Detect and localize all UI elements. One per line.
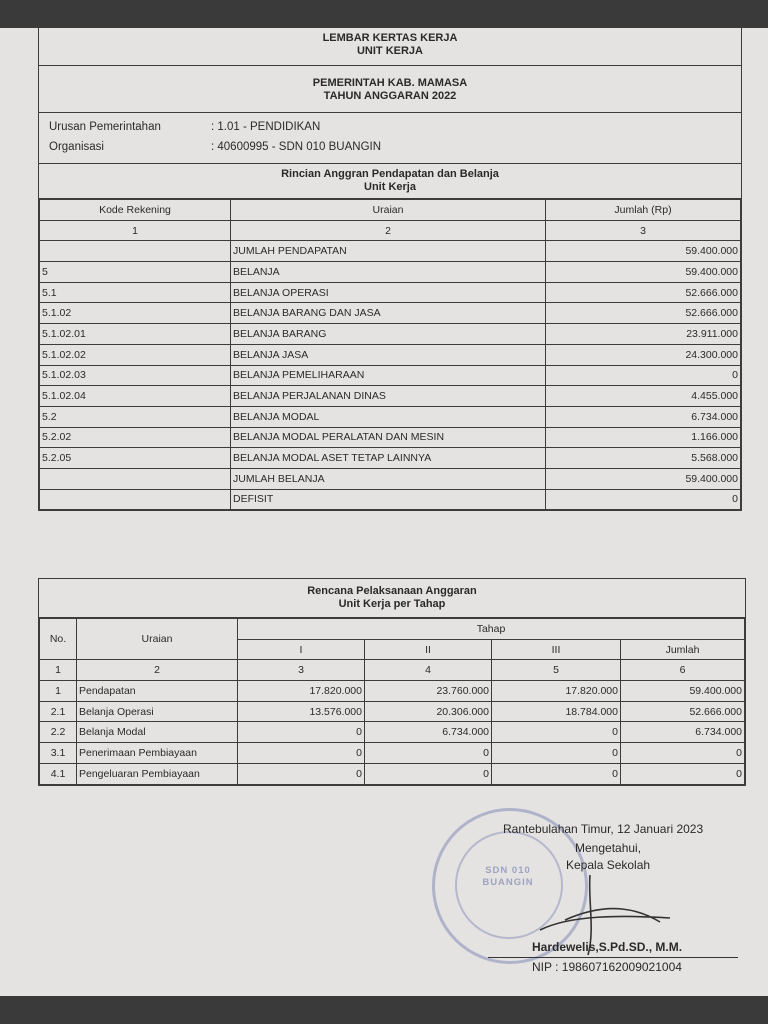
kode-cell: [40, 468, 231, 489]
jumlah-cell: 1.166.000: [546, 427, 741, 448]
tahap-col: Jumlah: [621, 639, 745, 660]
kode-cell: 5.1.02.01: [40, 324, 231, 345]
table-row: [40, 344, 741, 365]
column-number: 5: [492, 660, 621, 681]
sheet-title: LEMBAR KERTAS KERJA: [322, 32, 458, 44]
column-number-row: [40, 220, 741, 241]
uraian-cell: BELANJA PERJALANAN DINAS: [231, 386, 546, 407]
uraian-cell: BELANJA MODAL PERALATAN DAN MESIN: [231, 427, 546, 448]
column-header: Jumlah (Rp): [546, 200, 741, 221]
uraian-cell: JUMLAH PENDAPATAN: [231, 241, 546, 262]
tahap2-cell: 0: [365, 763, 492, 784]
organisasi-row: [39, 137, 741, 157]
jumlah-cell: 23.911.000: [546, 324, 741, 345]
kode-cell: 5.1.02: [40, 303, 231, 324]
uraian-cell: JUMLAH BELANJA: [231, 468, 546, 489]
jumlah-cell: 5.568.000: [546, 448, 741, 469]
column-number: 6: [621, 660, 745, 681]
kode-cell: 5.2.02: [40, 427, 231, 448]
signer-name: Hardewelis,S.Pd.SD., M.M.: [532, 940, 683, 954]
rpa-table: [39, 618, 745, 785]
table-row: [40, 701, 745, 722]
jumlah-cell: 59.400.000: [546, 241, 741, 262]
jumlah-cell: 0: [546, 365, 741, 386]
organisasi-value: : 40600995 - SDN 010 BUANGIN: [211, 141, 382, 153]
column-header: Kode Rekening: [40, 200, 231, 221]
tahap3-cell: 17.820.000: [492, 681, 621, 702]
table-row: [40, 448, 741, 469]
column-number: 4: [365, 660, 492, 681]
table-row: [40, 241, 741, 262]
table-row: [40, 427, 741, 448]
sheet-subtitle: UNIT KERJA: [356, 45, 423, 57]
jumlah-cell: 4.455.000: [546, 386, 741, 407]
jumlah-cell: 0: [546, 489, 741, 510]
kode-cell: 5.2.05: [40, 448, 231, 469]
uraian-cell: BELANJA OPERASI: [231, 282, 546, 303]
uraian-cell: BELANJA BARANG: [231, 324, 546, 345]
tahap1-cell: 0: [238, 763, 365, 784]
column-number: 2: [77, 660, 238, 681]
kode-cell: 5.1: [40, 282, 231, 303]
uraian-cell: BELANJA PEMELIHARAAN: [231, 365, 546, 386]
table-row: [40, 743, 745, 764]
column-number: 3: [238, 660, 365, 681]
kode-cell: 5.1.02.03: [40, 365, 231, 386]
no-cell: 2.2: [40, 722, 77, 743]
tahap2-cell: 23.760.000: [365, 681, 492, 702]
rpa-title: Rencana Pelaksanaan Anggaran: [307, 585, 477, 597]
jumlah-cell: 59.400.000: [546, 262, 741, 283]
signer-role: Kepala Sekolah: [566, 858, 651, 872]
uraian-cell: Pengeluaran Pembiayaan: [77, 763, 238, 784]
tahap3-cell: 18.784.000: [492, 701, 621, 722]
rpa-title-block: [39, 579, 745, 618]
kode-cell: [40, 241, 231, 262]
column-number: 2: [231, 220, 546, 241]
tahap3-cell: 0: [492, 722, 621, 743]
tahap-header: Tahap: [238, 619, 745, 640]
jumlah-cell: 59.400.000: [546, 468, 741, 489]
rpa-subtitle: Unit Kerja per Tahap: [338, 598, 446, 610]
table-row: [40, 722, 745, 743]
table-row: [40, 468, 741, 489]
signature-line: [488, 957, 738, 958]
tahap3-cell: 0: [492, 763, 621, 784]
rincian-subtitle: Unit Kerja: [364, 181, 416, 193]
table-row: [40, 386, 741, 407]
tahap-col: II: [365, 639, 492, 660]
column-number: 3: [546, 220, 741, 241]
urusan-value: : 1.01 - PENDIDIKAN: [211, 121, 321, 133]
table-row: [40, 763, 745, 784]
no-header: No.: [40, 619, 77, 660]
tahap1-cell: 0: [238, 722, 365, 743]
tahap-col: III: [492, 639, 621, 660]
government-block: [39, 66, 741, 113]
no-cell: 3.1: [40, 743, 77, 764]
header-row: [40, 200, 741, 221]
government-name: PEMERINTAH KAB. MAMASA: [312, 77, 468, 89]
jumlah-cell: 24.300.000: [546, 344, 741, 365]
tahap2-cell: 20.306.000: [365, 701, 492, 722]
tahap1-cell: 17.820.000: [238, 681, 365, 702]
jumlah-cell: 52.666.000: [546, 282, 741, 303]
info-block: [39, 113, 741, 164]
jumlah-cell: 0: [621, 743, 745, 764]
no-cell: 4.1: [40, 763, 77, 784]
mengetahui: Mengetahui,: [575, 841, 642, 855]
table-row: [40, 303, 741, 324]
table-row: [40, 262, 741, 283]
uraian-header: Uraian: [77, 619, 238, 660]
column-header: Uraian: [231, 200, 546, 221]
urusan-label: Urusan Pemerintahan: [49, 121, 161, 133]
sheet-title-block: [39, 19, 741, 66]
table-row: [40, 282, 741, 303]
jumlah-cell: 6.734.000: [621, 722, 745, 743]
kode-cell: 5: [40, 262, 231, 283]
tahap-col: I: [238, 639, 365, 660]
uraian-cell: BELANJA MODAL: [231, 406, 546, 427]
kode-cell: 5.1.02.04: [40, 386, 231, 407]
kode-cell: [40, 489, 231, 510]
stamp-text: SDN 010 BUANGIN: [482, 865, 534, 888]
jumlah-cell: 6.734.000: [546, 406, 741, 427]
rincian-title-block: [39, 164, 741, 199]
fiscal-year: TAHUN ANGGARAN 2022: [323, 90, 457, 102]
rencana-pelaksanaan-anggaran: [38, 578, 746, 786]
uraian-cell: Penerimaan Pembiayaan: [77, 743, 238, 764]
uraian-cell: DEFISIT: [231, 489, 546, 510]
column-number: 1: [40, 220, 231, 241]
no-cell: 2.1: [40, 701, 77, 722]
rincian-title: Rincian Anggran Pendapatan dan Belanja: [281, 168, 499, 180]
kode-cell: 5.2: [40, 406, 231, 427]
urusan-row: [39, 117, 741, 137]
table-row: [40, 406, 741, 427]
organisasi-label: Organisasi: [49, 141, 104, 153]
uraian-cell: BELANJA: [231, 262, 546, 283]
place-date: Rantebulahan Timur, 12 Januari 2023: [503, 822, 704, 836]
column-number-row: [40, 660, 745, 681]
column-number: 1: [40, 660, 77, 681]
uraian-cell: Belanja Modal: [77, 722, 238, 743]
no-cell: 1: [40, 681, 77, 702]
jumlah-cell: 0: [621, 763, 745, 784]
jumlah-cell: 52.666.000: [546, 303, 741, 324]
jumlah-cell: 52.666.000: [621, 701, 745, 722]
table-row: [40, 681, 745, 702]
table-row: [40, 365, 741, 386]
table-row: [40, 324, 741, 345]
tahap1-cell: 13.576.000: [238, 701, 365, 722]
rincian-table: [39, 199, 741, 510]
uraian-cell: Pendapatan: [77, 681, 238, 702]
signer-nip: NIP : 198607162009021004: [532, 960, 682, 974]
table-row: [40, 489, 741, 510]
tahap2-cell: 0: [365, 743, 492, 764]
jumlah-cell: 59.400.000: [621, 681, 745, 702]
lembar-kertas-kerja: [38, 18, 742, 511]
tahap2-cell: 6.734.000: [365, 722, 492, 743]
uraian-cell: BELANJA MODAL ASET TETAP LAINNYA: [231, 448, 546, 469]
uraian-cell: Belanja Operasi: [77, 701, 238, 722]
tahap3-cell: 0: [492, 743, 621, 764]
uraian-cell: BELANJA BARANG DAN JASA: [231, 303, 546, 324]
header-row: [40, 619, 745, 640]
uraian-cell: BELANJA JASA: [231, 344, 546, 365]
kode-cell: 5.1.02.02: [40, 344, 231, 365]
tahap1-cell: 0: [238, 743, 365, 764]
